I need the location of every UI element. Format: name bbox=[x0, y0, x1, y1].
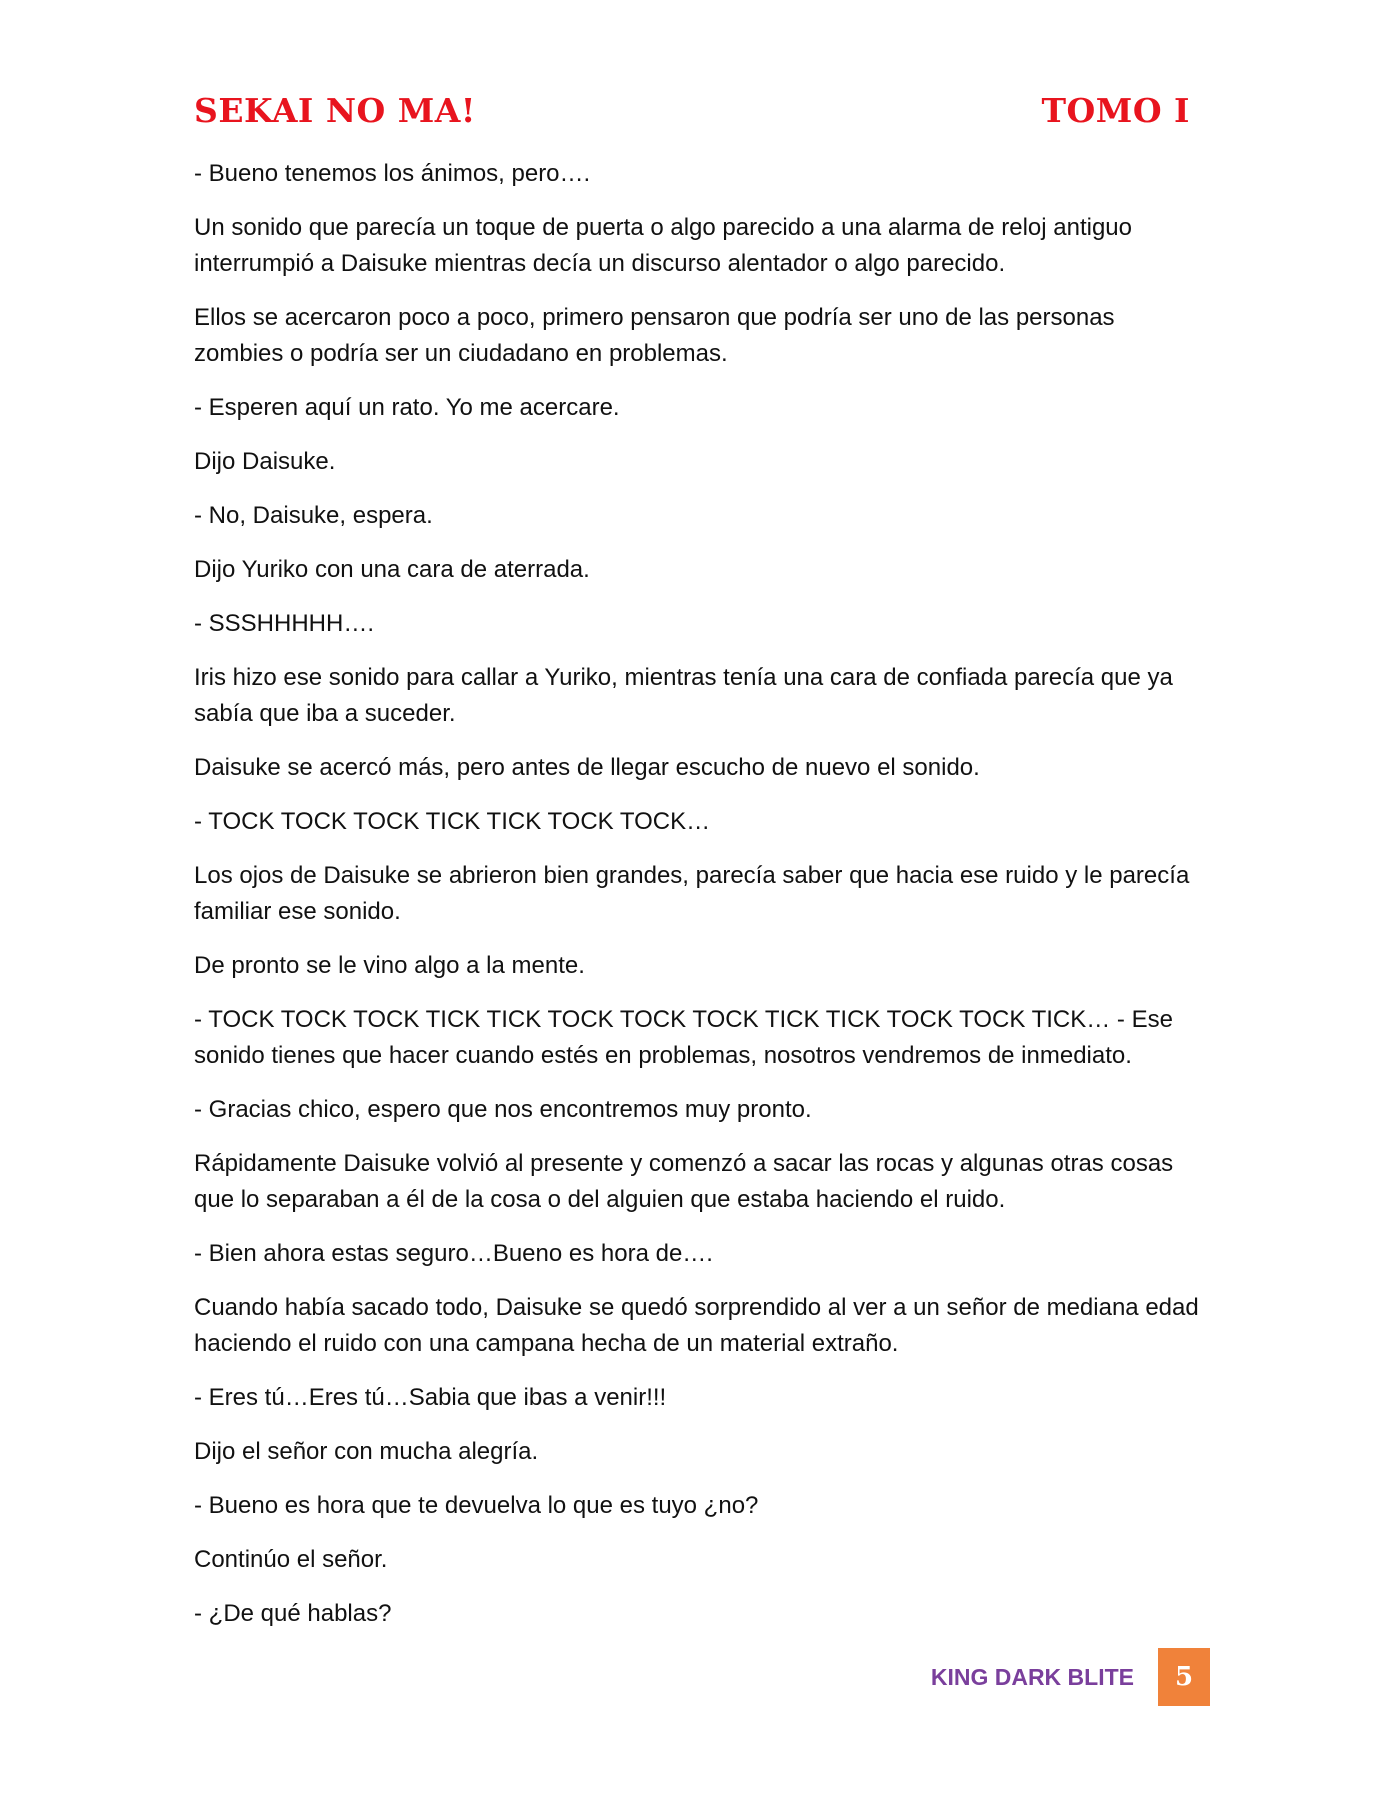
paragraph: Continúo el señor. bbox=[194, 1546, 388, 1573]
paragraph: De pronto se le vino algo a la mente. bbox=[194, 952, 585, 979]
paragraph: - Esperen aquí un rato. Yo me acercare. bbox=[194, 394, 620, 421]
paragraph: Dijo el señor con mucha alegría. bbox=[194, 1438, 539, 1465]
volume-title: TOMO I bbox=[1041, 91, 1190, 130]
paragraph: Iris hizo ese sonido para callar a Yuriko, mientras tenía una cara de confiada parecía que ya sabía que iba a suceder. bbox=[194, 664, 1173, 727]
paragraph: Cuando había sacado todo, Daisuke se quedó sorprendido al ver a un señor de mediana edad haciendo el ruido con una campana hecha de un material extraño. bbox=[194, 1294, 1199, 1357]
paragraph: - ¿De qué hablas? bbox=[194, 1600, 392, 1627]
paragraph: Ellos se acercaron poco a poco, primero pensaron que podría ser uno de las personas zombies o podría ser un ciudadano en problemas. bbox=[194, 304, 1115, 367]
paragraph: - Bien ahora estas seguro…Bueno es hora de…. bbox=[194, 1240, 713, 1267]
paragraph: - SSSHHHHH…. bbox=[194, 610, 375, 637]
paragraph: - TOCK TOCK TOCK TICK TICK TOCK TOCK TOCK TICK TICK TOCK TOCK TICK… - Ese sonido tienes que hacer cuando estés en problemas, nosotros vendremos de inmediato. bbox=[194, 1006, 1173, 1069]
paragraph: - Gracias chico, espero que nos encontremos muy pronto. bbox=[194, 1096, 812, 1123]
paragraph: - TOCK TOCK TOCK TICK TICK TOCK TOCK… bbox=[194, 808, 711, 835]
author-name: KING DARK BLITE bbox=[930, 1664, 1134, 1690]
page-footer bbox=[930, 1648, 1210, 1706]
paragraph: - No, Daisuke, espera. bbox=[194, 502, 433, 529]
page-body bbox=[194, 156, 1204, 1650]
paragraph: Los ojos de Daisuke se abrieron bien grandes, parecía saber que hacia ese ruido y le parecía familiar ese sonido. bbox=[194, 862, 1190, 925]
page-header bbox=[194, 86, 1194, 136]
page-number: 5 bbox=[1158, 1648, 1210, 1706]
paragraph: Dijo Yuriko con una cara de aterrada. bbox=[194, 556, 590, 583]
paragraph: - Bueno es hora que te devuelva lo que es tuyo ¿no? bbox=[194, 1492, 759, 1519]
paragraph: Rápidamente Daisuke volvió al presente y comenzó a sacar las rocas y algunas otras cosas que lo separaban a él de la cosa o del alguien que estaba haciendo el ruido. bbox=[194, 1150, 1174, 1213]
paragraph: - Eres tú…Eres tú…Sabia que ibas a venir!!! bbox=[194, 1384, 667, 1411]
paragraph: Un sonido que parecía un toque de puerta o algo parecido a una alarma de reloj antiguo interrumpió a Daisuke mientras decía un discurso alentador o algo parecido. bbox=[194, 214, 1133, 277]
book-title: SEKAI NO MA! bbox=[194, 91, 476, 130]
paragraph: - Bueno tenemos los ánimos, pero…. bbox=[194, 160, 591, 187]
paragraph: Dijo Daisuke. bbox=[194, 448, 336, 475]
paragraph: Daisuke se acercó más, pero antes de llegar escucho de nuevo el sonido. bbox=[194, 754, 980, 781]
